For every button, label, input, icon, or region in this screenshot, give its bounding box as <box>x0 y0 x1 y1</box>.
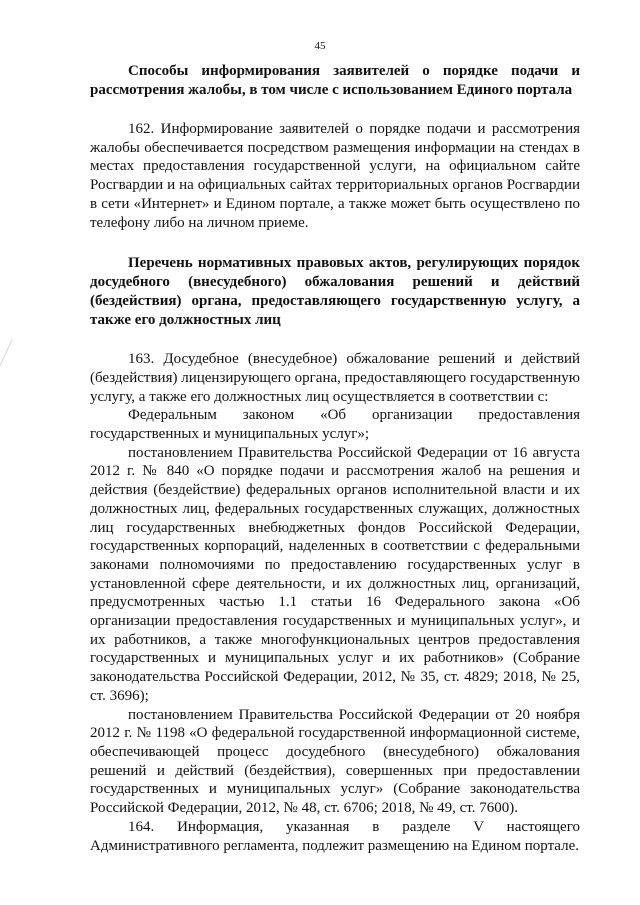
section-heading-legal-acts: Перечень нормативных правовых актов, регулирующих порядок досудебного (внесудебного) обжалования решений и действий (бездействия) органа, предоставляющего государственную услугу, а также его должностных лиц <box>90 255 580 329</box>
paragraph-164: 164. Информация, указанная в разделе V настоящего Административного регламента, подлежит размещению на Едином портале. <box>90 818 580 854</box>
margin-pen-mark <box>0 339 22 371</box>
page-number: 45 <box>314 40 326 52</box>
paragraph-decree-1198: постановлением Правительства Российской Федерации от 20 ноября 2012 г. № 1198 «О федеральной государственной информационной системе, обеспечивающей процесс досудебного (внесудебного) обжалования решений и действий (бездействия), совершенных при предоставлении государственных и муниципальных услуг» (Собрание законодательства Российской Федерации, 2012, № 48, ст. 6706; 2018, № 49, ст. 7600). <box>90 706 580 817</box>
section-heading-complaint-info: Способы информирования заявителей о порядке подачи и рассмотрения жалобы, в том числе с использованием Единого портала <box>90 63 580 98</box>
paragraph-163: 163. Досудебное (внесудебное) обжалование решений и действий (бездействия) лицензирующего органа, предоставляющего государственную услугу, а также его должностных лиц осуществляется в соответствии с: <box>90 351 580 405</box>
document-body <box>90 62 580 855</box>
paragraph-decree-840: постановлением Правительства Российской Федерации от 16 августа 2012 г. № 840 «О порядке подачи и рассмотрения жалоб на решения и действия (бездействие) федеральных органов исполнительной власти и их должностных лиц, федеральных государственных служащих, должностных лиц государственных внебюджетных фондов Российской Федерации, государственных корпораций, наделенных в соответствии с федеральными законами полномочиями по предоставлению государственных услуг в установленной сфере деятельности, и их должностных лиц, организаций, предусмотренных частью 1.1 статьи 16 Федерального закона «Об организации предоставления государственных и муниципальных услуг», и их работников, а также многофункциональных центров предоставления государственных и муниципальных услуг и их работников» (Собрание законодательства Российской Федерации, 2012, № 35, ст. 4829; 2018, № 25, ст. 3696); <box>90 444 580 704</box>
paragraph-162: 162. Информирование заявителей о порядке подачи и рассмотрения жалобы обеспечивается посредством размещения информации на стендах в местах предоставления государственной услуги, на официальном сайте Росгвардии и на официальных сайтах территориальных органов Росгвардии в сети «Интернет» и Едином портале, а также может быть осуществлено по телефону либо на личном приеме. <box>90 121 580 231</box>
paragraph-federal-law: Федеральным законом «Об организации предоставления государственных и муниципальных услуг»; <box>90 407 580 443</box>
